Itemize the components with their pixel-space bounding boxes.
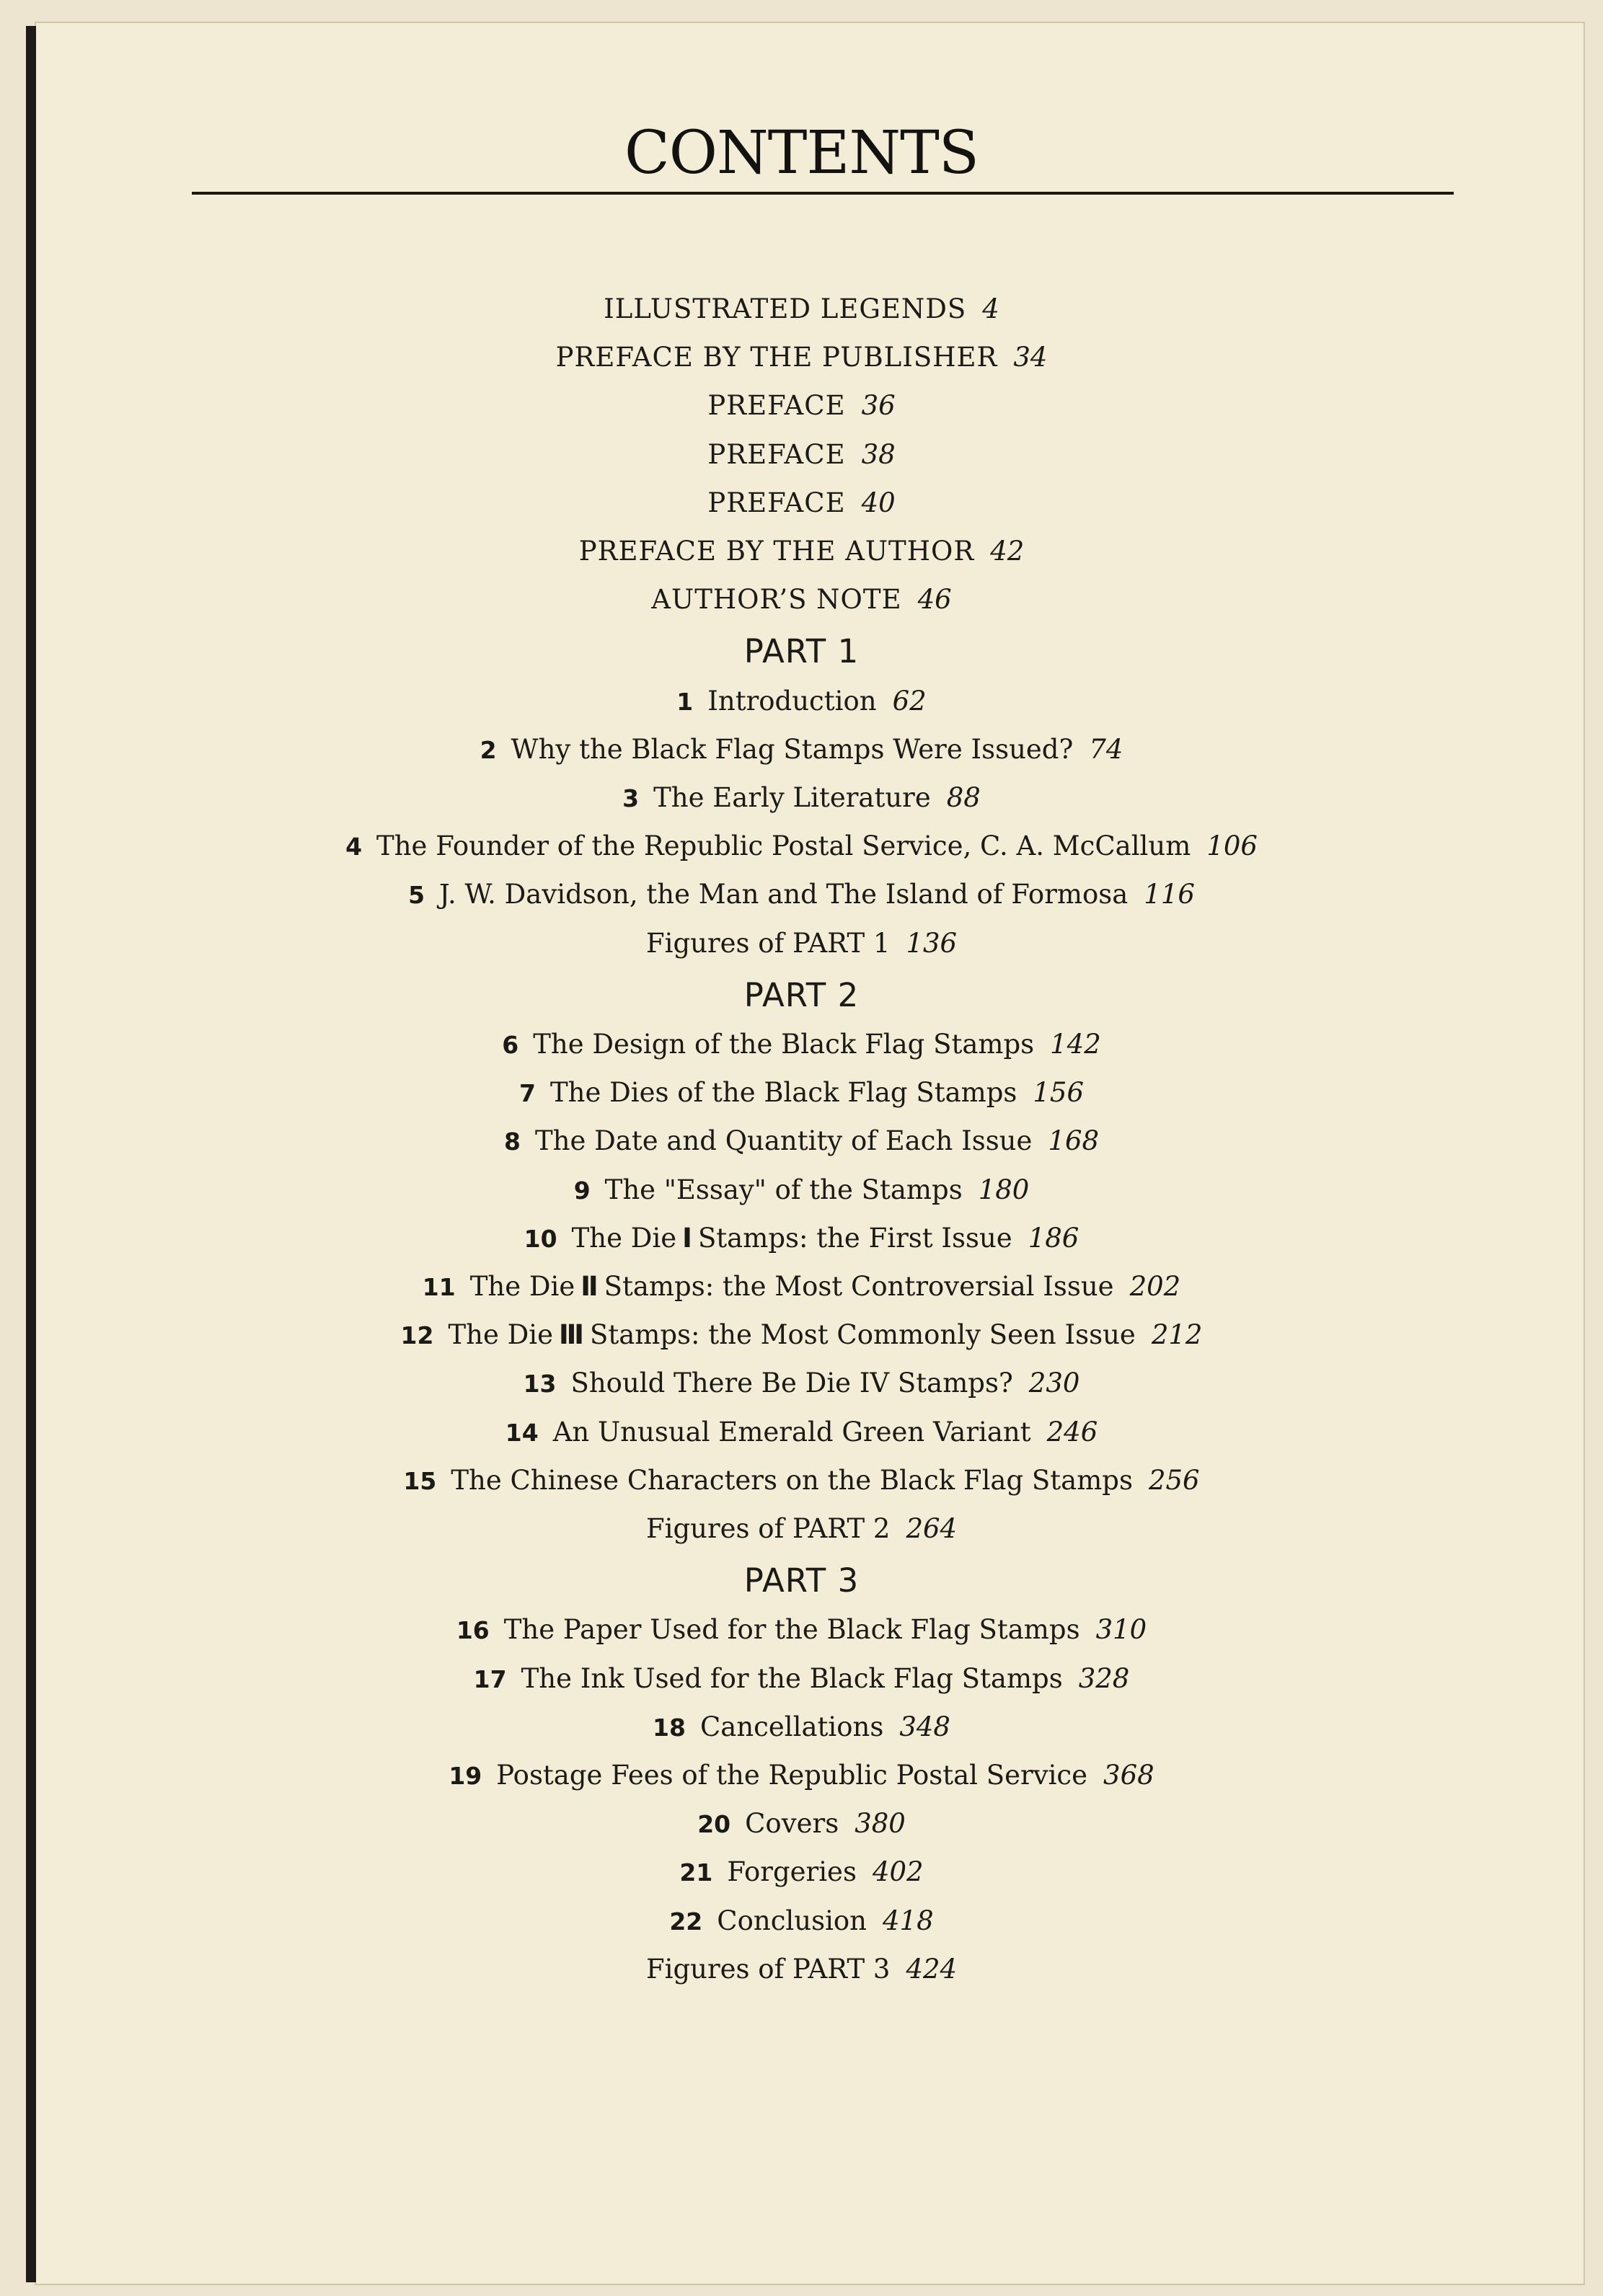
toc-entry-chapter[interactable] <box>0 1269 1603 1306</box>
toc-entry-title: The Die <box>469 1271 575 1302</box>
toc-entry-front-matter[interactable] <box>0 291 1603 327</box>
toc-entry-title: The Date and Quantity of Each Issue <box>534 1125 1033 1157</box>
toc-entry-chapter[interactable] <box>0 1123 1603 1160</box>
toc-entry-page: 380 <box>855 1808 906 1840</box>
chapter-number: 16 <box>456 1616 490 1645</box>
chapter-number: 1 <box>676 687 694 716</box>
chapter-number: 3 <box>622 784 640 812</box>
toc-entry-title: Forgeries <box>727 1856 857 1888</box>
toc-entry-title: PREFACE <box>707 487 846 518</box>
toc-entry-title: Should There Be Die IV Stamps? <box>570 1368 1013 1399</box>
toc-entry-title: Figures of PART 2 <box>645 1513 891 1544</box>
chapter-number: 9 <box>573 1176 591 1205</box>
toc-entry-chapter[interactable] <box>0 1414 1603 1451</box>
toc-entry-page: 180 <box>978 1174 1030 1205</box>
chapter-number: 7 <box>518 1079 536 1108</box>
toc-entry-chapter[interactable] <box>0 1317 1603 1354</box>
toc-entry-page: 156 <box>1033 1077 1085 1109</box>
toc-entry-title: PREFACE BY THE PUBLISHER <box>555 342 998 373</box>
toc-entry-title: AUTHOR’S NOTE <box>651 584 902 616</box>
toc-entry-figures[interactable] <box>0 1511 1603 1547</box>
toc-entry-figures[interactable] <box>0 1951 1603 1987</box>
toc-entry-chapter[interactable] <box>0 1709 1603 1746</box>
chapter-number: 14 <box>505 1418 539 1447</box>
toc-entry-front-matter[interactable] <box>0 388 1603 424</box>
toc-entry-chapter[interactable] <box>0 1365 1603 1402</box>
toc-entry-page: 106 <box>1206 830 1258 862</box>
toc-entry-page: 46 <box>917 584 952 616</box>
roman-numeral: Ⅲ <box>559 1319 585 1351</box>
toc-entry-title: PREFACE <box>707 390 846 422</box>
toc-entry-chapter[interactable] <box>0 1806 1603 1843</box>
toc-entry-title: The Design of the Black Flag Stamps <box>533 1029 1035 1060</box>
toc-entry-chapter[interactable] <box>0 877 1603 913</box>
toc-entry-title: The Die <box>571 1222 677 1254</box>
toc-entry-title: Why the Black Flag Stamps Were Issued? <box>511 733 1074 765</box>
toc-entry-title: Conclusion <box>717 1905 867 1936</box>
toc-entry-chapter[interactable] <box>0 1661 1603 1698</box>
chapter-number: 11 <box>422 1273 456 1301</box>
toc-entry-chapter[interactable] <box>0 780 1603 817</box>
toc-entry-page: 142 <box>1050 1029 1101 1060</box>
toc-entry-page: 62 <box>892 685 927 717</box>
chapter-number: 17 <box>473 1665 507 1693</box>
toc-entry-page: 402 <box>872 1856 924 1888</box>
toc-entry-page: 256 <box>1148 1464 1200 1496</box>
chapter-number: 13 <box>523 1370 557 1399</box>
toc-entry-page: 212 <box>1151 1319 1203 1351</box>
part-heading: PART 1 <box>743 632 860 671</box>
toc-entry-page: 424 <box>906 1953 958 1985</box>
toc-entry-front-matter[interactable] <box>0 340 1603 376</box>
toc-entry-title: Figures of PART 3 <box>645 1953 891 1985</box>
toc-entry-title: The Die <box>448 1319 554 1351</box>
toc-entry-title: J. W. Davidson, the Man and The Island of Formosa <box>439 879 1129 910</box>
toc-entry-title: PREFACE BY THE AUTHOR <box>578 536 975 567</box>
toc-entry-title-cont: Stamps: the First Issue <box>697 1222 1012 1254</box>
chapter-number: 19 <box>449 1762 482 1790</box>
toc-entry-front-matter[interactable] <box>0 437 1603 473</box>
toc-entry-title: The Early Literature <box>653 782 931 813</box>
toc-entry-title: The Chinese Characters on the Black Flag Stamps <box>451 1464 1133 1496</box>
toc-entry-page: 348 <box>899 1711 950 1742</box>
roman-numeral: Ⅰ <box>682 1222 692 1254</box>
toc-entry-chapter[interactable] <box>0 1903 1603 1940</box>
toc-entry-chapter[interactable] <box>0 1854 1603 1891</box>
toc-entry-page: 202 <box>1129 1271 1181 1302</box>
toc-entry-page: 230 <box>1028 1368 1080 1399</box>
chapter-number: 10 <box>524 1224 557 1253</box>
toc-entry-title: The "Essay" of the Stamps <box>604 1174 963 1205</box>
chapter-number: 6 <box>502 1031 519 1059</box>
chapter-number: 2 <box>480 735 497 764</box>
toc-entry-chapter[interactable] <box>0 1463 1603 1499</box>
toc-entry-page: 368 <box>1103 1760 1154 1791</box>
toc-entry-title: Figures of PART 1 <box>645 927 891 959</box>
chapter-number: 8 <box>503 1127 521 1156</box>
toc-entry-page: 34 <box>1013 342 1048 373</box>
toc-entry-page: 186 <box>1028 1222 1079 1254</box>
chapter-number: 20 <box>697 1810 731 1839</box>
chapter-number: 21 <box>679 1858 713 1887</box>
toc-entry-page: 418 <box>883 1905 934 1936</box>
toc-entry-title: Introduction <box>707 685 877 717</box>
toc-entry-chapter[interactable] <box>0 1758 1603 1794</box>
toc-entry-chapter[interactable] <box>0 1220 1603 1257</box>
toc-entry-page: 36 <box>861 390 896 422</box>
toc-entry-page: 168 <box>1048 1125 1100 1157</box>
toc-entry-title-cont: Stamps: the Most Controversial Issue <box>604 1271 1114 1302</box>
chapter-number: 5 <box>408 881 425 910</box>
toc-entry-chapter[interactable] <box>0 828 1603 865</box>
toc-entry-chapter[interactable] <box>0 1075 1603 1112</box>
toc-entry-chapter[interactable] <box>0 683 1603 720</box>
toc-entry-figures[interactable] <box>0 926 1603 962</box>
toc-entry-title: Covers <box>745 1808 839 1840</box>
toc-entry-title: The Founder of the Republic Postal Service, C. A. McCallum <box>376 830 1191 862</box>
toc-entry-front-matter[interactable] <box>0 582 1603 618</box>
toc-entry-title-cont: Stamps: the Most Commonly Seen Issue <box>590 1319 1136 1351</box>
toc-entry-title: PREFACE <box>707 438 846 470</box>
part-heading: PART 3 <box>743 1561 860 1600</box>
toc-entry-front-matter[interactable] <box>0 485 1603 521</box>
chapter-number: 12 <box>400 1321 434 1350</box>
toc-entry-page: 246 <box>1046 1416 1098 1448</box>
toc-entry-page: 40 <box>861 487 896 518</box>
toc-entry-chapter[interactable] <box>0 1027 1603 1063</box>
toc-entry-page: 38 <box>861 438 896 470</box>
toc-entry-page: 88 <box>946 782 981 813</box>
toc-entry-front-matter[interactable] <box>0 533 1603 569</box>
chapter-number: 15 <box>403 1466 437 1495</box>
toc-entry-title: Postage Fees of the Republic Postal Service <box>496 1760 1088 1791</box>
toc-entry-title: The Dies of the Black Flag Stamps <box>549 1077 1017 1109</box>
toc-entry-title: Cancellations <box>699 1711 884 1742</box>
toc-entry-chapter[interactable] <box>0 1172 1603 1209</box>
toc-entry-title: ILLUSTRATED LEGENDS <box>604 293 967 324</box>
part-heading: PART 2 <box>743 975 860 1014</box>
page-title: CONTENTS <box>624 119 979 187</box>
toc-entry-title: The Paper Used for the Black Flag Stamps <box>503 1614 1080 1646</box>
chapter-number: 4 <box>345 833 363 861</box>
toc-entry-title: An Unusual Emerald Green Variant <box>552 1416 1031 1448</box>
chapter-number: 22 <box>669 1907 703 1936</box>
toc-entry-page: 136 <box>906 927 958 959</box>
toc-entry-page: 264 <box>906 1513 958 1544</box>
toc-entry-page: 310 <box>1095 1614 1147 1646</box>
toc-entry-page: 116 <box>1144 879 1195 910</box>
toc-entry-page: 328 <box>1078 1662 1130 1694</box>
toc-entry-title: The Ink Used for the Black Flag Stamps <box>521 1662 1063 1694</box>
toc-entry-page: 42 <box>990 536 1025 567</box>
toc-entry-page: 74 <box>1089 733 1123 765</box>
toc-entry-chapter[interactable] <box>0 732 1603 768</box>
chapter-number: 18 <box>653 1713 686 1742</box>
toc-entry-page: 4 <box>982 293 999 324</box>
toc-entry-chapter[interactable] <box>0 1612 1603 1649</box>
roman-numeral: Ⅱ <box>580 1271 599 1302</box>
